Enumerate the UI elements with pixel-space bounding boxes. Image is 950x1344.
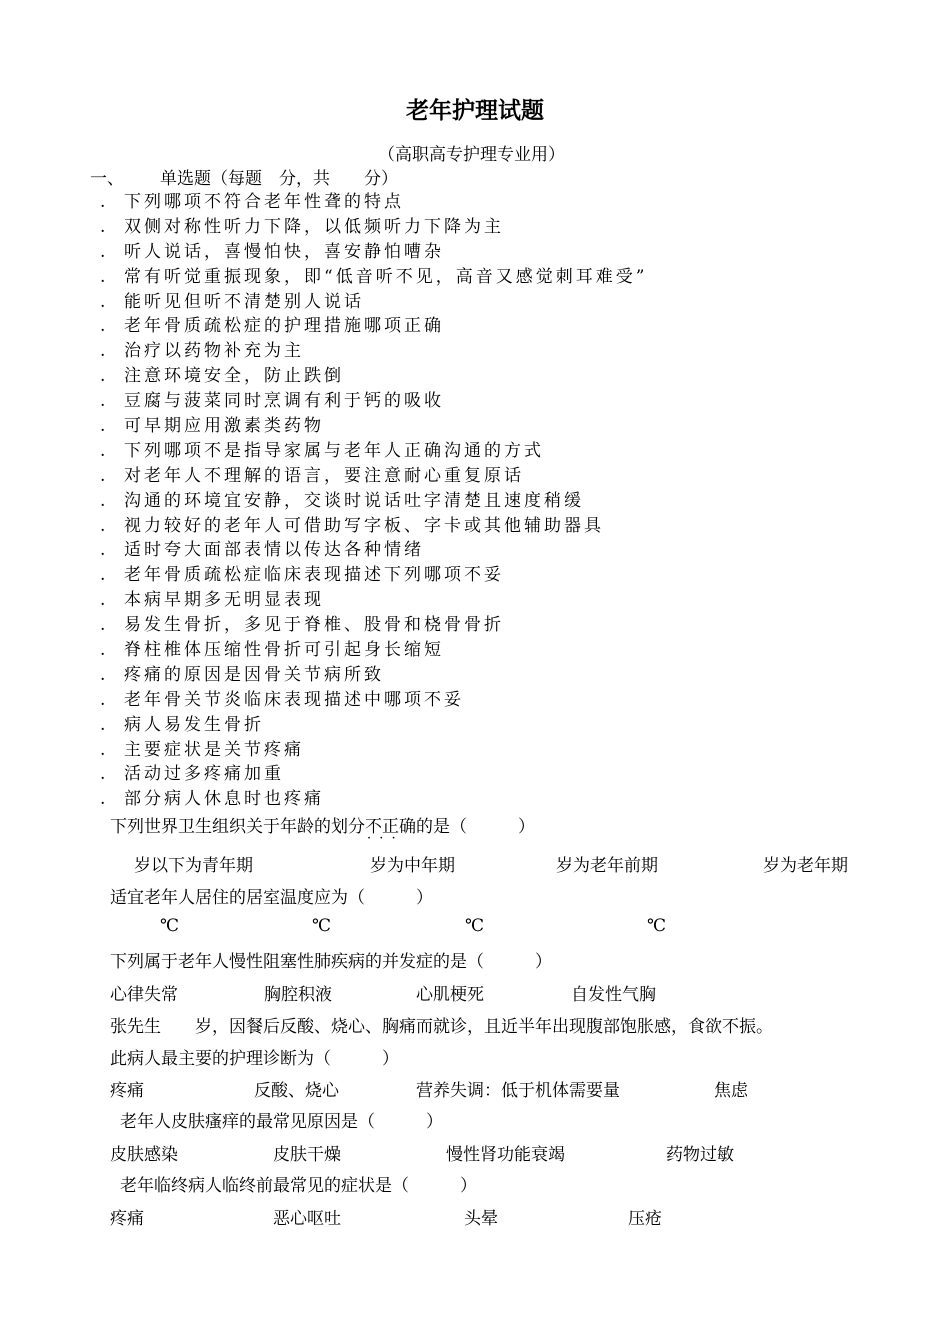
list-item: . 对老年人不理解的语言，要注意耐心重复原话 xyxy=(100,465,524,486)
list-item: . 活动过多疼痛加重 xyxy=(100,764,284,785)
list-item: . 疼痛的原因是因骨关节病所致 xyxy=(100,664,384,685)
list-item: . 下列哪项不符合老年性聋的特点 xyxy=(100,192,404,212)
line-text: 主要症状是关节疼痛 xyxy=(124,739,304,760)
question-7: 适宜老年人居住的居室温度应为（ ） xyxy=(110,888,433,908)
question-10-option-b: 皮肤干燥 xyxy=(273,1145,341,1165)
question-7-option-d: ℃ xyxy=(647,916,667,936)
line-text: 视力较好的老年人可借助写字板、字卡或其他辅助器具 xyxy=(124,515,604,536)
list-item: . 视力较好的老年人可借助写字板、字卡或其他辅助器具 xyxy=(100,515,604,536)
question-9-option-c: 营养失调：低于机体需要量 xyxy=(416,1081,620,1101)
list-item: . 老年骨质疏松症的护理措施哪项正确 xyxy=(100,316,444,337)
question-8-option-d: 自发性气胸 xyxy=(571,985,656,1005)
line-text: 对老年人不理解的语言，要注意耐心重复原话 xyxy=(124,465,524,486)
section-heading xyxy=(90,164,398,189)
line-text: 可早期应用激素类药物 xyxy=(124,416,324,437)
list-item: . 脊柱椎体压缩性骨折可引起身长缩短 xyxy=(100,640,444,661)
question-6-pre: 下列世界卫生组织关于年龄的划分 xyxy=(110,817,365,837)
list-item: . 豆腐与菠菜同时烹调有利于钙的吸收 xyxy=(100,391,444,412)
question-11-option-d: 压疮 xyxy=(628,1209,662,1229)
question-list xyxy=(100,190,647,812)
list-item: . 主要症状是关节疼痛 xyxy=(100,739,304,760)
list-item: . 治疗以药物补充为主 xyxy=(100,341,304,362)
question-10-option-a: 皮肤感染 xyxy=(110,1145,178,1165)
line-text: 能听见但听不清楚别人说话 xyxy=(124,291,364,312)
section-text: 单选题（每题 分，共 分） xyxy=(160,169,398,189)
question-6-option-d: 岁为老年期 xyxy=(763,856,848,876)
line-text: 下列哪项不符合老年性聋的特点 xyxy=(124,192,404,212)
line-text: 活动过多疼痛加重 xyxy=(124,764,284,785)
question-7-option-b: ℃ xyxy=(312,916,332,936)
list-item: . 本病早期多无明显表现 xyxy=(100,590,324,611)
list-item: . 易发生骨折，多见于脊椎、股骨和桡骨骨折 xyxy=(100,615,504,636)
list-item: . 可早期应用激素类药物 xyxy=(100,416,324,437)
line-text: 病人易发生骨折 xyxy=(124,714,264,735)
line-text: 治疗以药物补充为主 xyxy=(124,341,304,362)
question-7-option-a: ℃ xyxy=(160,916,180,936)
question-11: 老年临终病人临终前最常见的症状是（ ） xyxy=(120,1176,477,1196)
list-item: . 听人说话，喜慢怕快，喜安静怕嘈杂 xyxy=(100,241,444,262)
question-6-emphasis: 不正确 · · · xyxy=(365,817,416,837)
list-item: . 常有听觉重振现象，即“低音听不见，高音又感觉刺耳难受” xyxy=(100,266,648,287)
line-text: 老年骨质疏松症临床表现描述下列哪项不妥 xyxy=(124,565,504,586)
list-item: . 双侧对称性听力下降，以低频听力下降为主 xyxy=(100,216,504,237)
list-item: . 能听见但听不清楚别人说话 xyxy=(100,291,364,312)
list-item: . 适时夸大面部表情以传达各种情绪 xyxy=(100,540,424,561)
question-8-option-a: 心律失常 xyxy=(110,985,178,1005)
question-8: 下列属于老年人慢性阻塞性肺疾病的并发症的是（ ） xyxy=(110,952,552,972)
question-7-option-c: ℃ xyxy=(465,916,485,936)
question-8-option-b: 胸腔积液 xyxy=(264,985,332,1005)
question-9-prompt: 此病人最主要的护理诊断为（ ） xyxy=(110,1049,399,1069)
question-10-option-c: 慢性肾功能衰竭 xyxy=(446,1145,565,1165)
list-item: . 病人易发生骨折 xyxy=(100,714,264,735)
line-text: 易发生骨折，多见于脊椎、股骨和桡骨骨折 xyxy=(124,615,504,636)
page-subtitle: （高职高专护理专业用） xyxy=(378,145,565,165)
question-9-option-a: 疼痛 xyxy=(110,1081,144,1101)
line-text: 老年骨关节炎临床表现描述中哪项不妥 xyxy=(124,689,464,710)
line-text: 本病早期多无明显表现 xyxy=(124,590,324,611)
question-6-option-a: 岁以下为青年期 xyxy=(134,856,253,876)
line-text: 部分病人休息时也疼痛 xyxy=(124,789,324,810)
question-10-option-d: 药物过敏 xyxy=(666,1145,734,1165)
question-6 xyxy=(110,812,535,837)
section-number: 一、 xyxy=(90,169,124,189)
question-6-post: 的是（ ） xyxy=(416,817,535,837)
question-11-option-c: 头晕 xyxy=(464,1209,498,1229)
question-6-option-b: 岁为中年期 xyxy=(370,856,455,876)
line-text: 豆腐与菠菜同时烹调有利于钙的吸收 xyxy=(124,391,444,412)
question-10: 老年人皮肤瘙痒的最常见原因是（ ） xyxy=(120,1112,443,1132)
list-item: . 部分病人休息时也疼痛 xyxy=(100,789,324,810)
line-text: 下列哪项不是指导家属与老年人正确沟通的方式 xyxy=(124,440,544,461)
line-text: 脊柱椎体压缩性骨折可引起身长缩短 xyxy=(124,640,444,661)
line-text: 疼痛的原因是因骨关节病所致 xyxy=(124,664,384,685)
line-text: 老年骨质疏松症的护理措施哪项正确 xyxy=(124,316,444,337)
list-item: . 下列哪项不是指导家属与老年人正确沟通的方式 xyxy=(100,440,544,461)
line-text: 听人说话，喜慢怕快，喜安静怕嘈杂 xyxy=(124,241,444,262)
list-item: . 老年骨关节炎临床表现描述中哪项不妥 xyxy=(100,689,464,710)
line-text: 注意环境安全，防止跌倒 xyxy=(124,366,344,387)
line-text: 沟通的环境宜安静，交谈时说话吐字清楚且速度稍缓 xyxy=(124,490,584,511)
question-9-option-d: 焦虑 xyxy=(714,1081,748,1101)
line-text: 常有听觉重振现象，即“低音听不见，高音又感觉刺耳难受” xyxy=(124,266,648,287)
question-9-stem: 张先生 岁，因餐后反酸、烧心、胸痛而就诊，且近半年出现腹部饱胀感，食欲不振。 xyxy=(110,1017,773,1037)
page-title: 老年护理试题 xyxy=(406,98,544,124)
question-11-option-a: 疼痛 xyxy=(110,1209,144,1229)
list-item: . 沟通的环境宜安静，交谈时说话吐字清楚且速度稍缓 xyxy=(100,490,584,511)
question-9-option-b: 反酸、烧心 xyxy=(254,1081,339,1101)
list-item: . 老年骨质疏松症临床表现描述下列哪项不妥 xyxy=(100,565,504,586)
line-text: 适时夸大面部表情以传达各种情绪 xyxy=(124,540,424,561)
question-8-option-c: 心肌梗死 xyxy=(416,985,484,1005)
list-item: . 注意环境安全，防止跌倒 xyxy=(100,366,344,387)
question-6-option-c: 岁为老年前期 xyxy=(556,856,658,876)
line-text: 双侧对称性听力下降，以低频听力下降为主 xyxy=(124,216,504,237)
question-11-option-b: 恶心呕吐 xyxy=(273,1209,341,1229)
